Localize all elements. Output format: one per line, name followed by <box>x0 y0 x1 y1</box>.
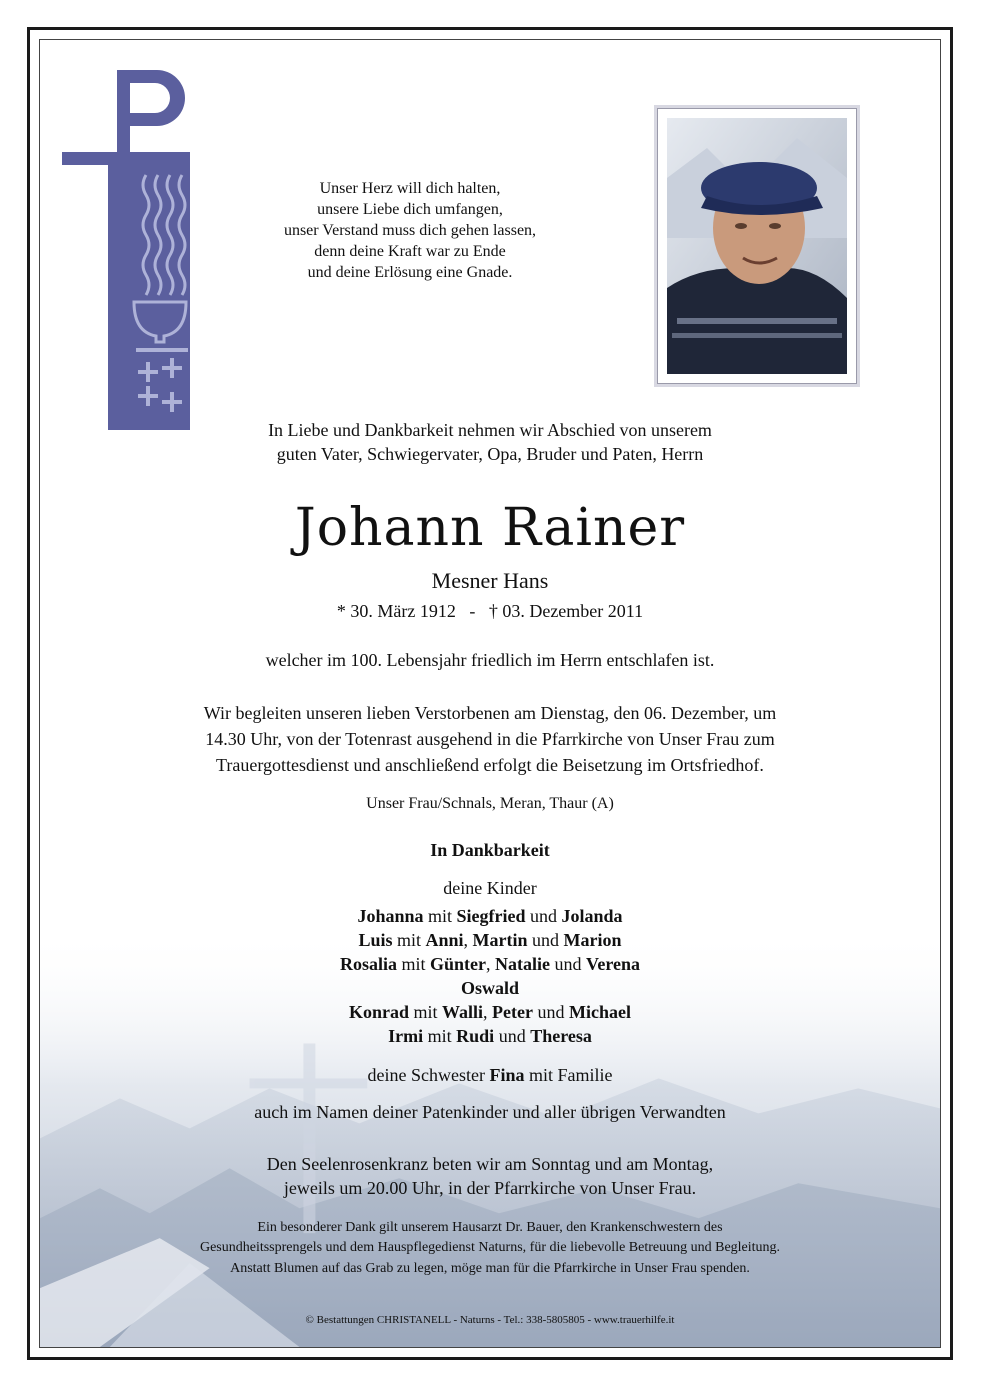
family-list <box>40 904 940 1048</box>
family-line: Johanna mit Siegfried und Jolanda <box>357 906 623 926</box>
family-line: Irmi mit Rudi und Theresa <box>388 1026 592 1046</box>
funeral-line: Trauergottesdienst und anschließend erfolgt die Beisetzung im Ortsfriedhof. <box>216 755 764 775</box>
intro-line: guten Vater, Schwiegervater, Opa, Bruder und Paten, Herrn <box>276 444 704 464</box>
rosary-line: Den Seelenrosenkranz beten wir am Sonntag und am Montag, <box>266 1154 714 1174</box>
donation-note: Anstatt Blumen auf das Grab zu legen, möge man für die Pfarrkirche in Unser Frau spenden. <box>230 1261 750 1276</box>
poem-line: Unser Herz will dich halten, <box>319 180 501 197</box>
funeral-line: Wir begleiten unseren lieben Verstorbenen am Dienstag, den 06. Dezember, um <box>203 703 777 723</box>
death-statement: welcher im 100. Lebensjahr friedlich im Herrn entschlafen ist. <box>265 650 715 670</box>
thanks-heading: In Dankbarkeit <box>430 840 550 860</box>
notice-page <box>39 39 941 1348</box>
thanks-line: Ein besonderer Dank gilt unserem Hausarzt Dr. Bauer, den Krankenschwestern des <box>257 1220 723 1235</box>
funeral-home-footer: © Bestattungen CHRISTANELL - Naturns - Tel.: 338-5805805 - www.trauerhilfe.it <box>305 1314 675 1326</box>
poem-line: unser Verstand muss dich gehen lassen, <box>283 222 537 239</box>
deceased-name: Johann Rainer <box>294 498 686 558</box>
intro-line: In Liebe und Dankbarkeit nehmen wir Abschied von unserem <box>268 420 712 440</box>
rosary-details <box>40 1152 940 1200</box>
family-line: Luis mit Anni, Martin und Marion <box>358 930 622 950</box>
family-line: Konrad mit Walli, Peter und Michael <box>349 1002 631 1022</box>
family-line: Rosalia mit Günter, Natalie und Verena <box>339 954 640 974</box>
family-line: Oswald <box>460 978 520 998</box>
life-dates: * 30. März 1912 - † 03. Dezember 2011 <box>336 601 644 621</box>
funeral-line: 14.30 Uhr, von der Totenrast ausgehend in die Pfarrkirche von Unser Frau zum <box>205 729 775 749</box>
poem-line: denn deine Kraft war zu Ende <box>314 243 506 260</box>
portrait-photo <box>667 118 847 374</box>
deceased-nickname: Mesner Hans <box>431 568 549 593</box>
sister-line: deine Schwester Fina mit Familie <box>367 1065 613 1085</box>
rosary-line: jeweils um 20.00 Uhr, in der Pfarrkirche von Unser Frau. <box>283 1178 697 1198</box>
place-line: Unser Frau/Schnals, Meran, Thaur (A) <box>366 795 614 812</box>
thanks-line: Gesundheitssprengels und dem Hauspflegedienst Naturns, für die liebevolle Betreuung und Begleitung. <box>199 1240 781 1255</box>
portrait-frame <box>657 108 857 384</box>
godchildren-line: auch im Namen deiner Patenkinder und aller übrigen Verwandten <box>254 1102 726 1122</box>
poem-line: unsere Liebe dich umfangen, <box>317 201 503 218</box>
children-label: deine Kinder <box>443 878 537 898</box>
funeral-details <box>40 700 940 778</box>
memorial-poem <box>220 178 600 283</box>
special-thanks <box>40 1218 940 1258</box>
poem-line: und deine Erlösung eine Gnade. <box>307 264 513 281</box>
farewell-intro <box>40 418 940 466</box>
chi-rho-cross-icon <box>62 70 190 430</box>
